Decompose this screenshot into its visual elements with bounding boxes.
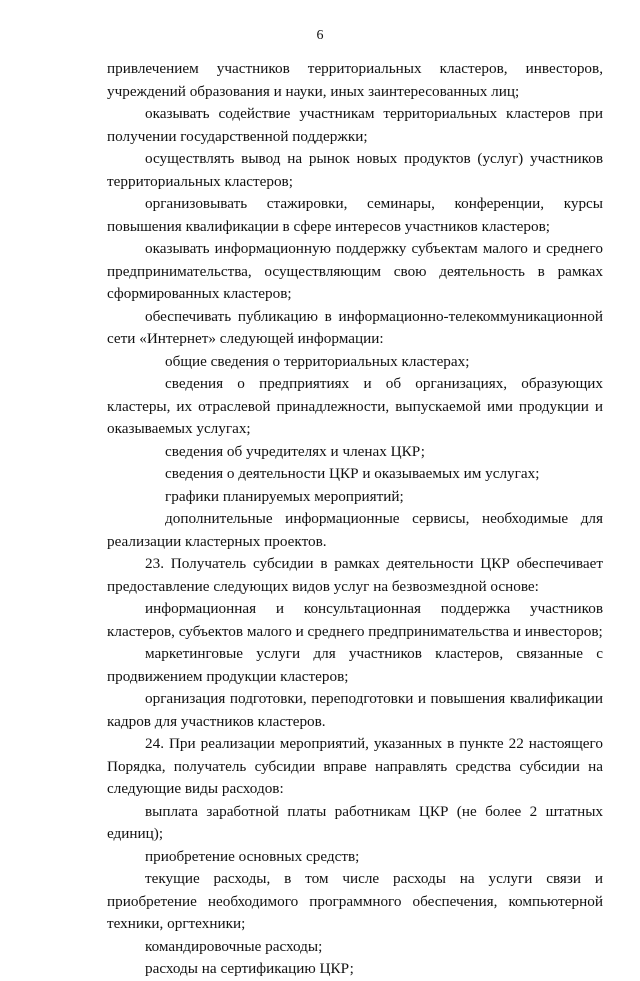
paragraph-22: расходы на сертификацию ЦКР;	[145, 960, 354, 977]
paragraph-21: командировочные расходы;	[145, 937, 323, 955]
paragraph-6: обеспечивать публикацию в информационно-телекоммуникационной сети «Интернет» следующей информации:	[107, 307, 603, 347]
paragraph-5: оказывать информационную поддержку субъектам малого и среднего предпринимательства, осуществляющим свою деятельность в рамках сформированных кластеров;	[107, 240, 603, 302]
paragraph-7: общие сведения о территориальных кластерах;	[165, 352, 470, 370]
paragraph-11: графики планируемых мероприятий;	[165, 487, 404, 505]
paragraph-15: маркетинговые услуги для участников кластеров, связанные с продвижением продукции кластеров;	[107, 645, 603, 685]
paragraph-4: организовывать стажировки, семинары, конференции, курсы повышения квалификации в сфере интересов участников кластеров;	[107, 195, 603, 235]
paragraph-8: сведения о предприятиях и об организациях, образующих кластеры, их отраслевой принадлежности, выпускаемой ими продукции и оказываемых услугах;	[107, 375, 603, 437]
paragraph-19: приобретение основных средств;	[145, 847, 360, 865]
page-number: 6	[316, 28, 324, 43]
paragraph-14: информационная и консультационная поддержка участников кластеров, субъектов малого и среднего предпринимательства и инвесторов;	[107, 600, 603, 640]
paragraph-2: оказывать содействие участникам территориальных кластеров при получении государственной поддержки;	[107, 105, 603, 145]
paragraph-3: осуществлять вывод на рынок новых продуктов (услуг) участников территориальных кластеров;	[107, 150, 603, 190]
document-body	[107, 58, 603, 981]
paragraph-12: дополнительные информационные сервисы, необходимые для реализации кластерных проектов.	[107, 510, 603, 550]
paragraph-20: текущие расходы, в том числе расходы на услуги связи и приобретение необходимого программного обеспечения, компьютерной техники, оргтехники;	[107, 870, 603, 932]
paragraph-18: выплата заработной платы работникам ЦКР (не более 2 штатных единиц);	[107, 802, 603, 842]
paragraph-13: 23. Получатель субсидии в рамках деятельности ЦКР обеспечивает предоставление следующих видов услуг на безвозмездной основе:	[107, 555, 603, 595]
paragraph-10: сведения о деятельности ЦКР и оказываемых им услугах;	[165, 465, 540, 482]
paragraph-1: привлечением участников территориальных кластеров, инвесторов, учреждений образования и науки, иных заинтересованных лиц;	[107, 60, 603, 100]
paragraph-16: организация подготовки, переподготовки и повышения квалификации кадров для участников кластеров.	[107, 690, 603, 730]
paragraph-17: 24. При реализации мероприятий, указанных в пункте 22 настоящего Порядка, получатель субсидии вправе направлять средства субсидии на следующие виды расходов:	[107, 735, 603, 797]
paragraph-9: сведения об учредителях и членах ЦКР;	[165, 442, 426, 460]
